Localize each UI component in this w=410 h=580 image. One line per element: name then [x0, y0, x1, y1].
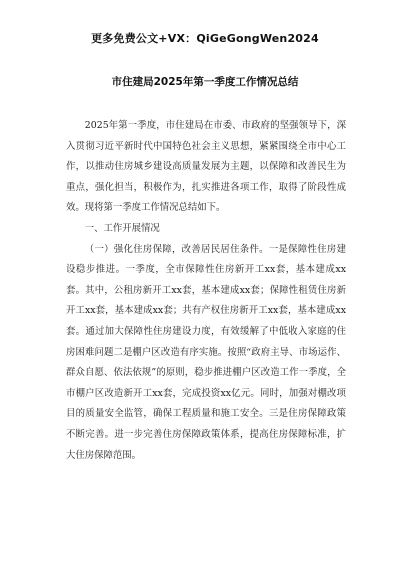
section-paragraph: （一）强化住房保障，改善居民居住条件。一是保障性住房建设稳步推进。一季度，全市保障性住房新开工xx套，基本建成xx套。其中，公租房新开工xx套，基本建成xx套；保障性租赁住房新开工xx套，基本建成xx套；共有产权住房新开工xx套，基本建成xx套。通过加大保障性住房建设力度，有效缓解了中低收入家庭的住房困难问题二是棚户区改造有序实施。按照“政府主导、市场运作、群众自愿、依法依规”的原则，稳步推进棚户区改造工作一季度，全市棚户区改造新开工xx套，完成投资xx亿元。同时，加强对棚改项目的质量安全监管，确保工程质量和施工安全。三是住房保障政策不断完善。进一步完善住房保障政策体系，提高住房保障标准，扩大住房保障范围。 [66, 243, 346, 461]
promo-banner: 更多免费公文+VX：QiGeGongWen2024 [91, 32, 319, 45]
document-title: 市住建局2025年第一季度工作情况总结 [111, 76, 299, 88]
document-body [66, 116, 346, 466]
intro-paragraph: 2025年第一季度，市住建局在市委、市政府的坚强领导下，深入贯彻习近平新时代中国特色社会主义思想，紧紧围绕全市中心工作，以推动住房城乡建设高质量发展为主题，以保障和改善民生为重点，强化担当，积极作为，扎实推进各项工作，取得了阶段性成效。现将第一季度工作情况总结如下。 [66, 120, 346, 214]
section-heading: 一、工作开展情况 [84, 222, 160, 234]
